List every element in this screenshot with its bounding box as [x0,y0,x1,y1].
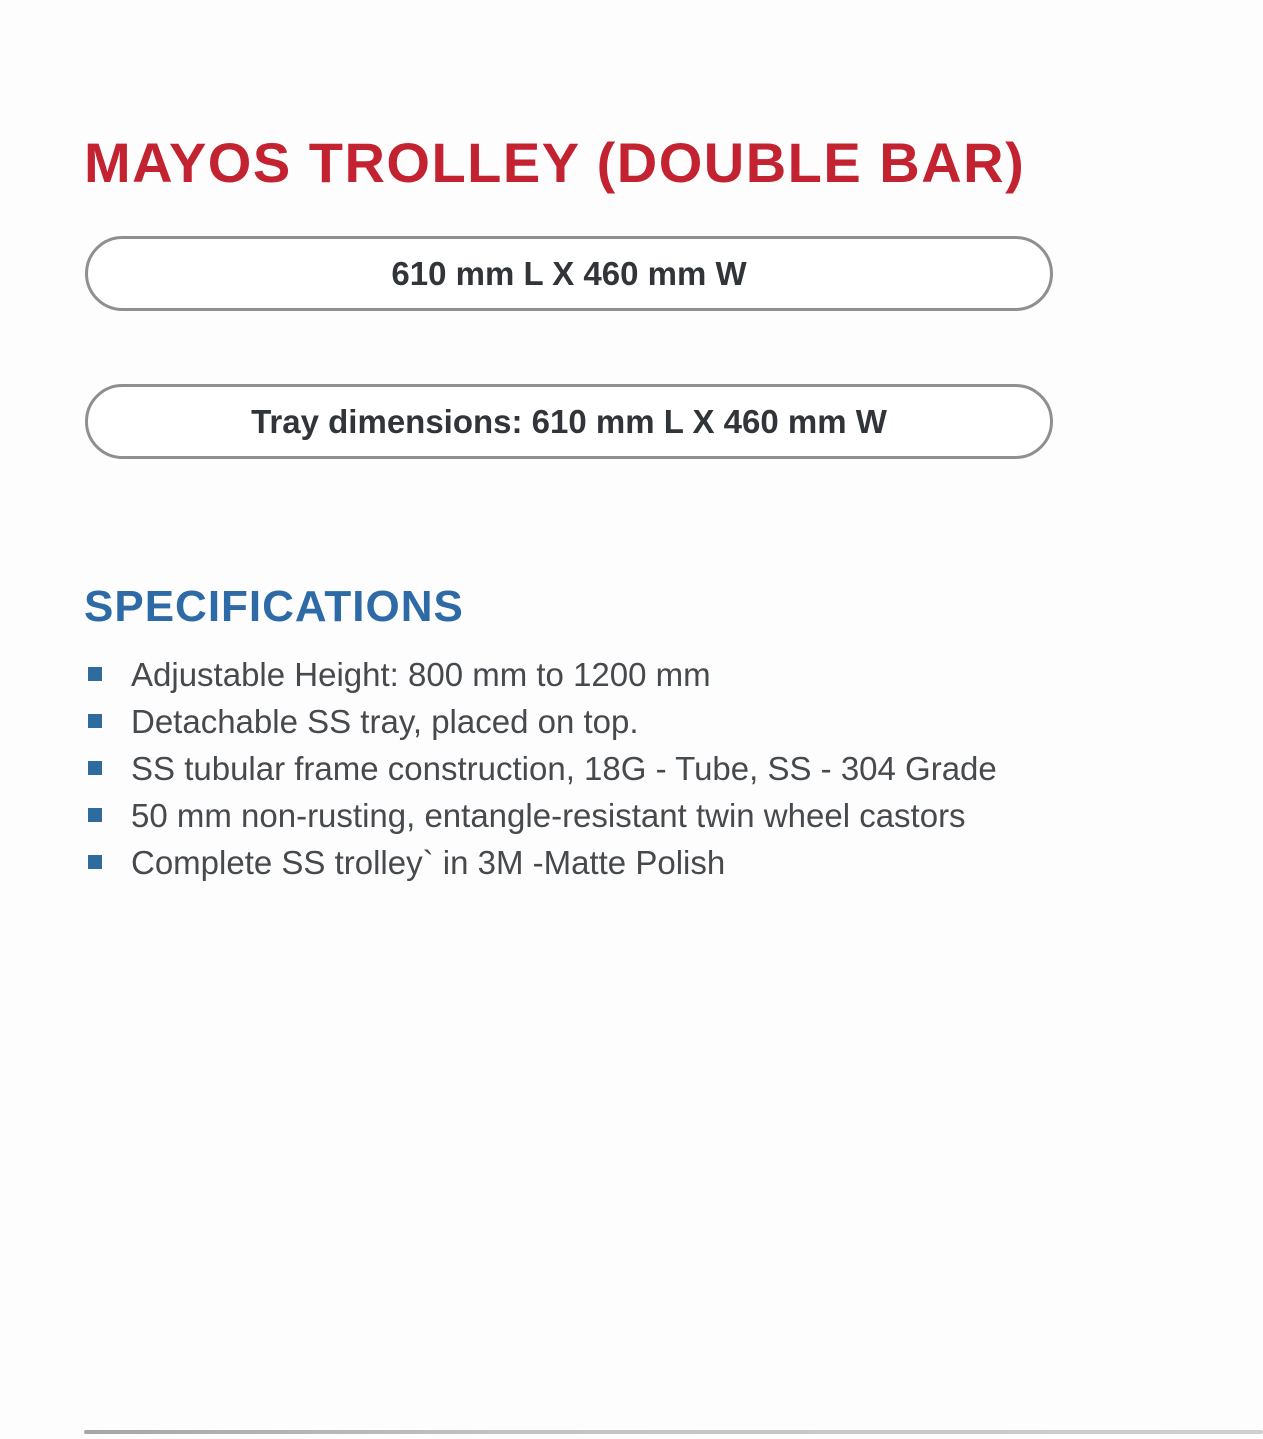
spec-item-text: 50 mm non-rusting, entangle-resistant twin wheel castors [131,797,966,834]
spec-item-text: Detachable SS tray, placed on top. [131,703,639,740]
spec-item-text: SS tubular frame construction, 18G - Tube, SS - 304 Grade [131,750,997,787]
tray-dimensions-badge [85,384,1053,459]
square-bullet-icon [88,808,102,822]
overall-dimensions-badge [85,236,1053,311]
square-bullet-icon [88,855,102,869]
overall-dimensions-label: 610 mm L X 460 mm W [391,254,747,292]
specifications-heading: SPECIFICATIONS [84,581,464,631]
spec-list-item [88,698,1018,745]
spec-item-text: Adjustable Height: 800 mm to 1200 mm [131,656,711,693]
spec-list-item [88,651,1018,698]
tray-dimensions-label: Tray dimensions: 610 mm L X 460 mm W [251,402,887,440]
spec-item-text: Complete SS trolley` in 3M -Matte Polish [131,844,726,881]
page-title: MAYOS TROLLEY (DOUBLE BAR) [84,130,1026,194]
spec-list-item [88,839,1018,886]
spec-list-item [88,745,1018,792]
bottom-divider [84,1430,1263,1434]
square-bullet-icon [88,667,102,681]
specifications-list [88,651,1018,886]
spec-list-item [88,792,1018,839]
square-bullet-icon [88,761,102,775]
square-bullet-icon [88,714,102,728]
